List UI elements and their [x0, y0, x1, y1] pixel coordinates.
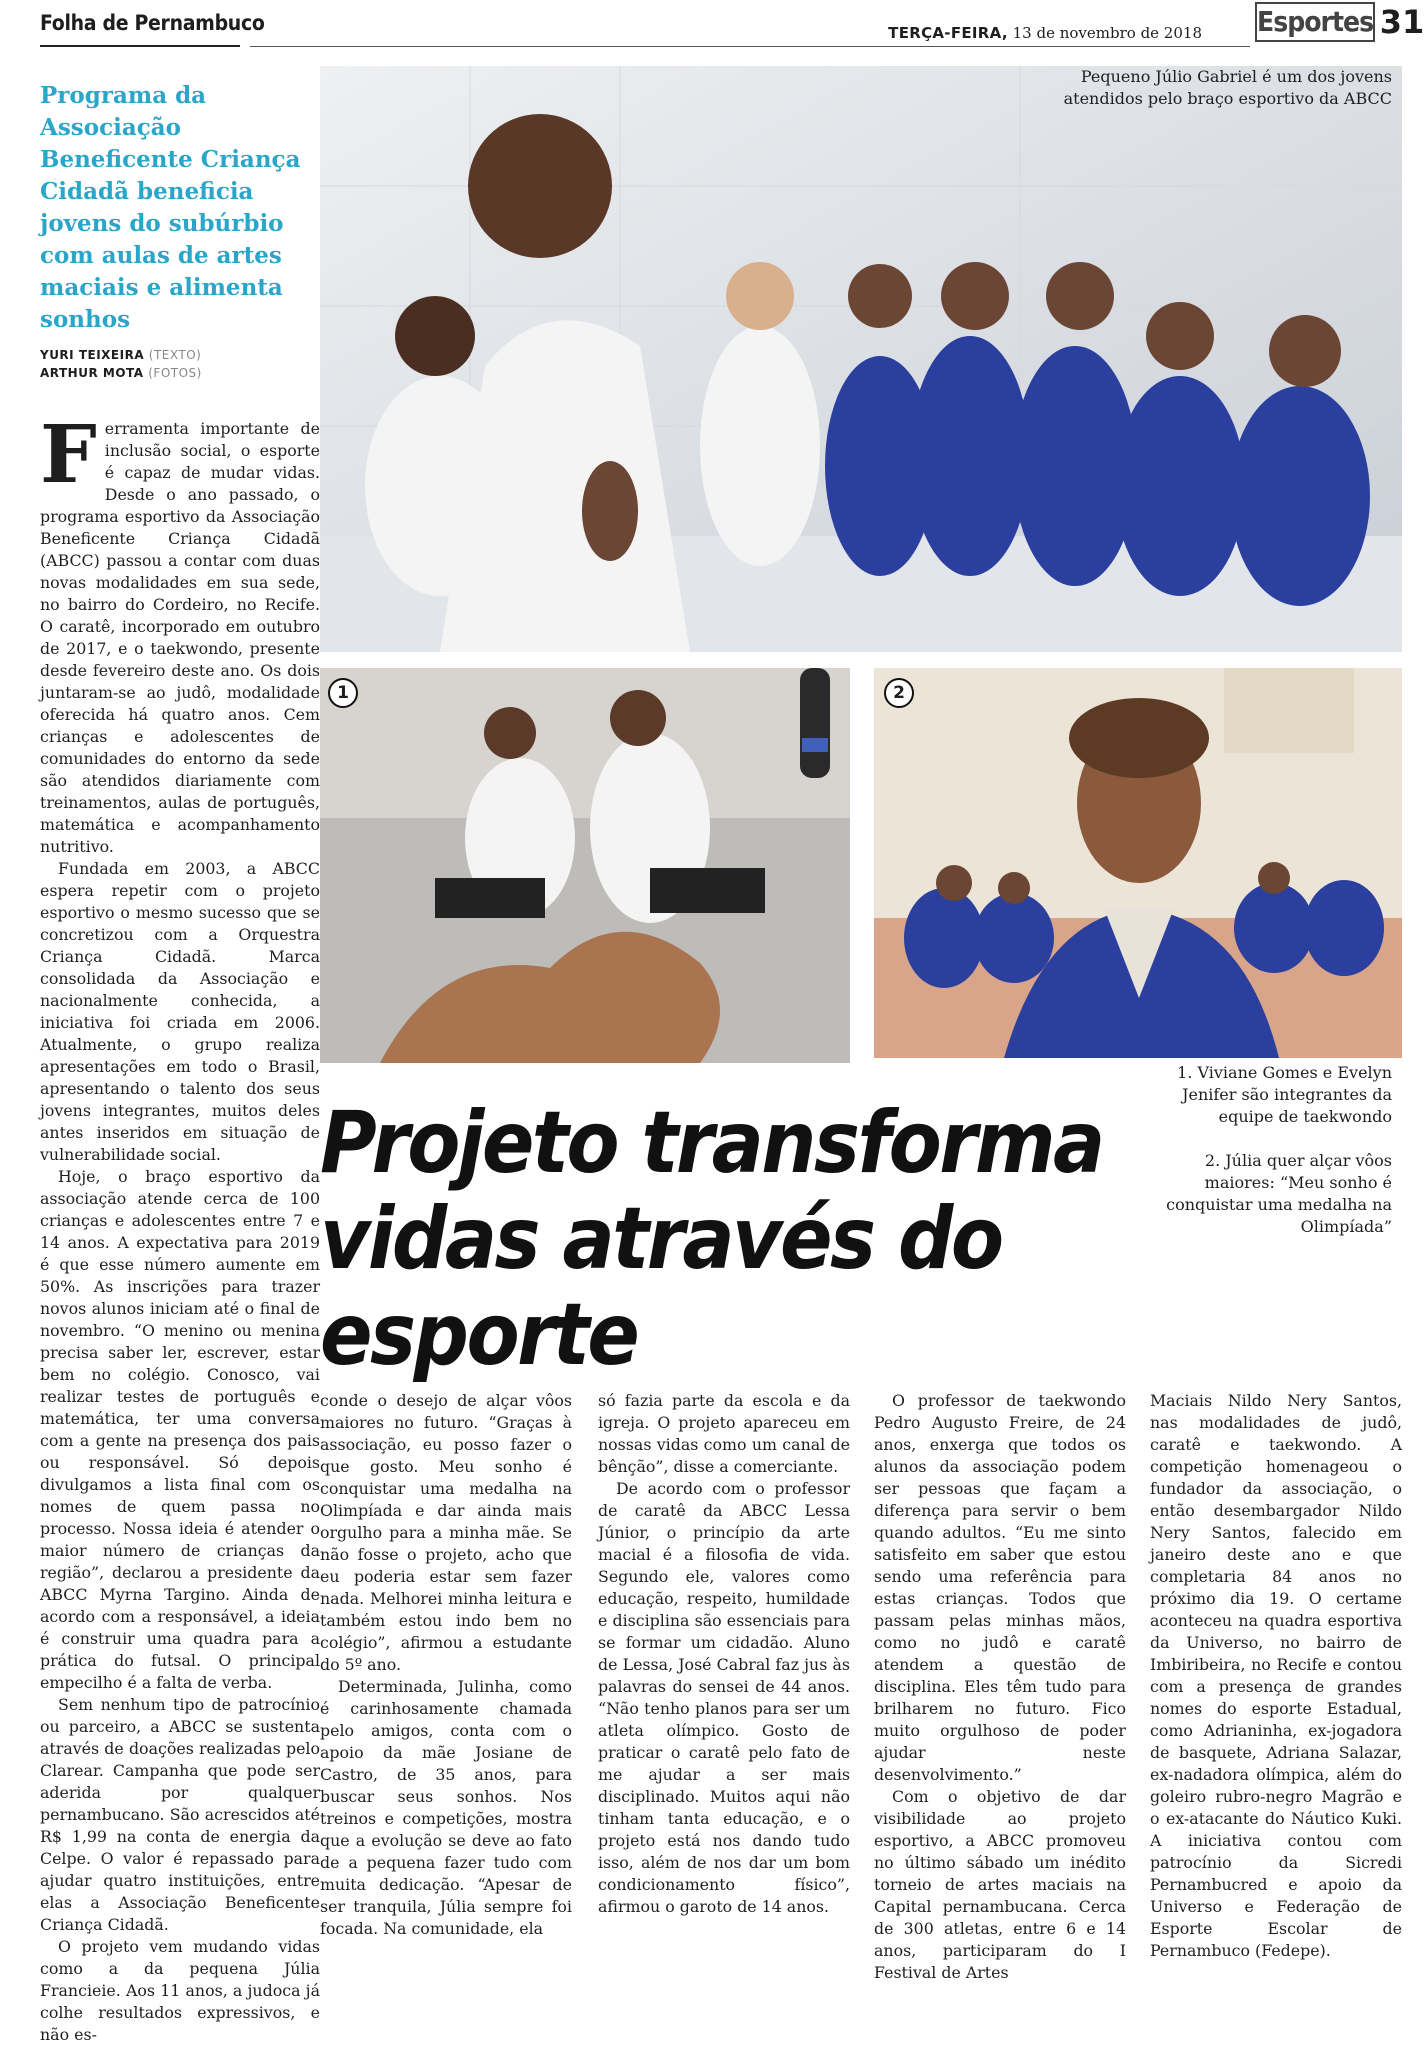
article-column-2 [320, 1390, 572, 1938]
credits [40, 346, 320, 382]
photo-judo [874, 668, 1402, 1058]
masthead-rule [250, 46, 1250, 47]
article-deck: Programa da Associação Beneficente Criança Cidadã beneficia jovens do subúrbio com aulas de artes maciais e alimenta sonhos [40, 82, 301, 333]
photo-badge-2: 2 [884, 678, 914, 708]
article-column-3 [598, 1390, 850, 1916]
paragraph: De acordo com o professor de caratê da ABCC Lessa Júnior, o princípio da arte macial é a filosofia de vida. Segundo ele, valores como educação, respeito, humildade e disciplina são essenciais para se formar um cidadão. Aluno de Lessa, José Cabral faz jus às palavras do sensei de 44 anos. “Não tenho planos para ser um atleta olímpico. Gosto de praticar o caratê pelo fato de me ajudar a ser mais disciplinado. Muitos aqui não tinham tanta educação, e o projeto está nos dando tudo isso, além de nos dar um bom condicionamento físico”, afirmou o garoto de 14 anos. [598, 1479, 850, 1916]
paragraph: Sem nenhum tipo de patrocínio ou parceiro, a ABCC se sustenta através de doações realizadas pelo Clarear. Campanha que pode ser aderida por qualquer pernambucano. São acrescidos até R$ 1,99 na conta de energia da Celpe. O valor é repassado para ajudar quatro instituições, entre elas a Associação Beneficente Criança Cidadã. [40, 1695, 320, 1934]
paragraph: Ferramenta importante de inclusão social, o esporte é capaz de mudar vidas. Desde o ano passado, o programa esportivo da Associação Beneficente Criança Cidadã (ABCC) passou a contar com duas novas modalidades em sua sede, no bairro do Cordeiro, no Recife. O caratê, incorporado em outubro de 2017, e o taekwondo, presente desde fevereiro deste ano. Os dois juntaram-se ao judô, modalidade oferecida há quatro anos. Cem crianças e adolescentes de comunidades do entorno da sede são atendidos diariamente com treinamentos, aulas de português, matemática e acompanhamento nutritivo. [40, 407, 320, 856]
section-label: Esportes [1255, 2, 1375, 42]
credit-photos: ARTHUR MOTA (FOTOS) [40, 366, 202, 380]
dropcap: F [40, 407, 97, 501]
headline-line-2: vidas através do esporte [320, 1189, 1002, 1385]
publication-name: Folha de Pernambuco [40, 11, 265, 35]
paragraph: Determinada, Julinha, como é carinhosamente chamada pelo amigos, conta com o apoio da mãe Josiane de Castro, de 35 anos, para buscar seus sonhos. Nos treinos e competições, mostra que a evolução se deve ao fato de a pequena fazer tudo com muita dedicação. “Apesar de ser tranquila, Júlia sempre foi focada. Na comunidade, ela [320, 1677, 572, 1938]
paragraph: O professor de taekwondo Pedro Augusto Freire, de 24 anos, enxerga que todos os alunos da associação podem ser pessoas que façam a diferença para servir o bem quando adultos. “Eu me sinto satisfeito em saber que estou sendo uma referência para estas crianças. Todos que passam pelas minhas mãos, como no judô e caratê atendem a questão de disciplina. Eles têm tudo para brilharem no futuro. Fico muito orgulhoso de poder ajudar neste desenvolvimento.” [874, 1391, 1126, 1784]
paragraph: Fundada em 2003, a ABCC espera repetir com o projeto esportivo o mesmo sucesso que se concretizou com a Orquestra Criança Cidadã. Marca consolidada da Associação e nacionalmente conhecida, a iniciativa foi criada em 2006. Atualmente, o grupo realiza apresentações em todo o Brasil, apresentando o talento dos seus jovens integrantes, muitos deles antes inseridos em situação de vulnerabilidade social. [40, 859, 320, 1164]
photo-caption-2: 2. Júlia quer alçar vôos maiores: “Meu sonho é conquistar uma medalha na Olimpíada” [1166, 1151, 1392, 1236]
headline [320, 1095, 1200, 1383]
article-column-1 [40, 407, 320, 2044]
headline-line-1: Projeto transforma [320, 1093, 1103, 1193]
photo-judo-illustration [874, 668, 1402, 1058]
paragraph: Maciais Nildo Nery Santos, nas modalidades de judô, caratê e taekwondo. A competição homenageou o fundador da associação, o então desembargador Nildo Nery Santos, falecido em janeiro deste ano e que completaria 84 anos no próximo dia 19. O certame aconteceu na quadra esportiva da Universo, no bairro de Imbiribeira, no Recife e contou com a presença de grandes nomes do esporte Estadual, como Adrianinha, ex-jogadora de basquete, Adriana Salazar, ex-nadadora olímpica, além do goleiro rubro-negro Magrão e o ex-atacante do Náutico Kuki. A iniciativa contou com patrocínio da Sicredi Pernambucred e apoio da Universo e Federação de Esporte Escolar de Pernambuco (Fedepe). [1150, 1391, 1402, 1960]
main-photo-illustration [320, 66, 1402, 652]
paragraph: conde o desejo de alçar vôos maiores no futuro. “Graças à associação, eu posso fazer o que gosto. Meu sonho é conquistar uma medalha na Olimpíada e dar ainda mais orgulho para a minha mãe. Se não fosse o projeto, acho que eu poderia estar sem fazer nada. Melhorei minha leitura e também estou indo bem no colégio”, afirmou a estudante do 5º ano. [320, 1391, 572, 1674]
paragraph: só fazia parte da escola e da igreja. O projeto apareceu em nossas vidas como um canal de bênção”, disse a comerciante. [598, 1391, 850, 1476]
photo-taekwondo-illustration [320, 668, 850, 1063]
article-column-4 [874, 1390, 1126, 1982]
weekday: TERÇA-FEIRA, [888, 24, 1008, 42]
masthead-rule-left [40, 45, 240, 47]
paragraph: Com o objetivo de dar visibilidade ao projeto esportivo, a ABCC promoveu no último sábado um inédito torneio de artes maciais na Capital pernambucana. Cerca de 300 atletas, entre 6 e 14 anos, participaram do I Festival de Artes [874, 1787, 1126, 1982]
paragraph: Hoje, o braço esportivo da associação atende cerca de 100 crianças e adolescentes entre 7 e 14 anos. A expectativa para 2019 é que esse número aumente em 50%. As inscrições para trazer novos alunos iniciam até o final de novembro. “O menino ou menina precisa saber ler, escrever, estar bem no colégio. Conosco, vai realizar testes de português e matemática, ter uma conversa com a gente na presença dos pais ou responsável. Só depois divulgamos a lista final com os nomes de quem passa no processo. Nossa ideia é atender o maior número de crianças da região”, declarou a presidente da ABCC Myrna Targino. Ainda de acordo com a responsável, a ideia é construir uma quadra para a prática do futsal. O principal empecilho é a falta de verba. [40, 1167, 320, 1692]
photo-badge-1: 1 [328, 678, 358, 708]
photo-caption-1: 1. Viviane Gomes e Evelyn Jenifer são integrantes da equipe de taekwondo [1177, 1063, 1392, 1126]
date: 13 de novembro de 2018 [1012, 24, 1202, 42]
main-photo [320, 66, 1402, 652]
masthead [40, 0, 1425, 50]
credit-text: YURI TEIXEIRA (TEXTO) [40, 348, 202, 362]
article-column-5 [1150, 1390, 1402, 1960]
page-number: 31 [1379, 3, 1425, 41]
paragraph: O projeto vem mudando vidas como a da pequena Júlia Francieie. Aos 11 anos, a judoca já colhe resultados expressivos, e não es- [40, 1937, 320, 2044]
dateline [888, 24, 1202, 42]
main-photo-caption: Pequeno Júlio Gabriel é um dos jovens atendidos pelo braço esportivo da ABCC [1063, 67, 1392, 108]
photo-taekwondo [320, 668, 850, 1063]
